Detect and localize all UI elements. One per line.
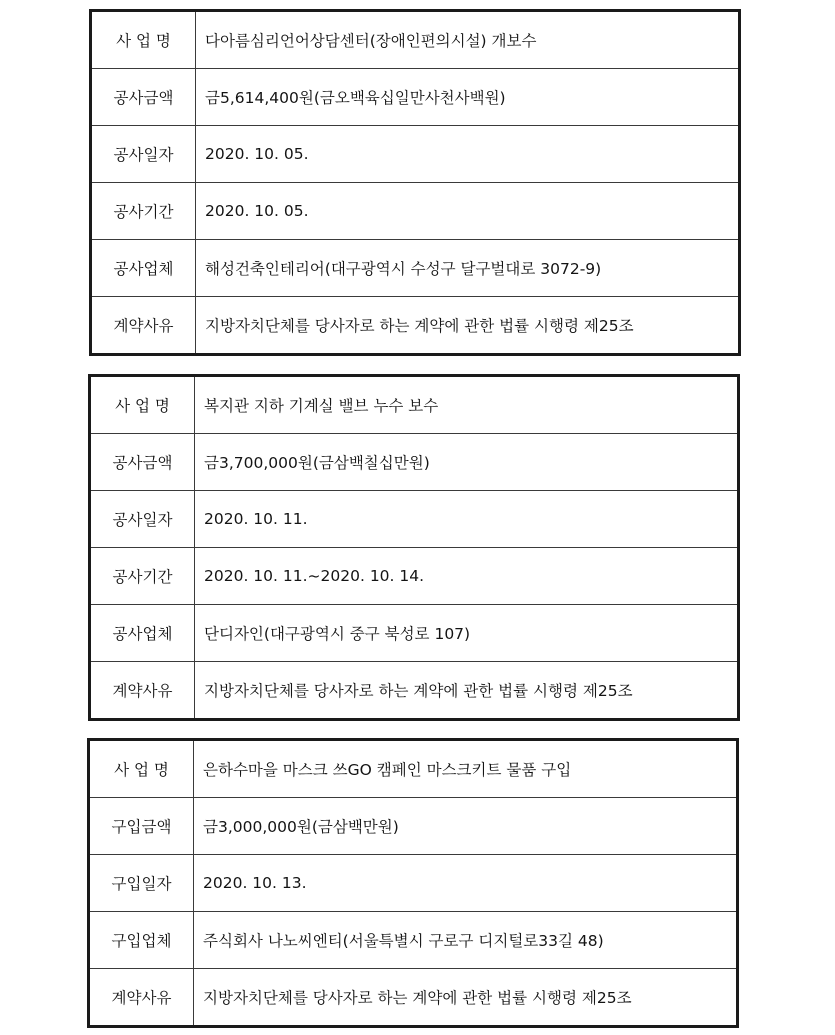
table-row <box>91 240 740 297</box>
row-label: 공사업체 <box>91 240 196 297</box>
row-value: 지방자치단체를 당사자로 하는 계약에 관한 법률 시행령 제25조 <box>196 297 740 355</box>
table-row <box>90 662 739 720</box>
row-value: 다아름심리언어상담센터(장애인편의시설) 개보수 <box>196 11 740 69</box>
row-value: 단디자인(대구광역시 중구 북성로 107) <box>195 605 739 662</box>
row-value: 은하수마을 마스크 쓰GO 캠페인 마스크키트 물품 구입 <box>194 740 738 798</box>
purchase-record-table <box>87 738 739 1028</box>
row-value: 2020. 10. 11. <box>195 491 739 548</box>
contract-record-table-1 <box>89 9 741 356</box>
table-row <box>89 912 738 969</box>
row-value: 복지관 지하 기계실 밸브 누수 보수 <box>195 376 739 434</box>
row-label: 구입금액 <box>89 798 194 855</box>
row-label: 공사일자 <box>91 126 196 183</box>
row-label: 사 업 명 <box>89 740 194 798</box>
table-row <box>89 740 738 798</box>
row-label: 공사금액 <box>91 69 196 126</box>
table-row <box>91 69 740 126</box>
row-value: 2020. 10. 11.~2020. 10. 14. <box>195 548 739 605</box>
row-label: 계약사유 <box>90 662 195 720</box>
table-row <box>91 126 740 183</box>
table-row <box>90 548 739 605</box>
row-label: 공사업체 <box>90 605 195 662</box>
table-row <box>90 605 739 662</box>
row-label: 사 업 명 <box>90 376 195 434</box>
table-row <box>91 183 740 240</box>
row-value: 2020. 10. 05. <box>196 183 740 240</box>
row-value: 2020. 10. 13. <box>194 855 738 912</box>
row-value: 금3,000,000원(금삼백만원) <box>194 798 738 855</box>
row-label: 공사일자 <box>90 491 195 548</box>
row-label: 구입업체 <box>89 912 194 969</box>
row-value: 지방자치단체를 당사자로 하는 계약에 관한 법률 시행령 제25조 <box>195 662 739 720</box>
table-row <box>90 434 739 491</box>
row-label: 공사금액 <box>90 434 195 491</box>
row-label: 공사기간 <box>90 548 195 605</box>
row-value: 금5,614,400원(금오백육십일만사천사백원) <box>196 69 740 126</box>
row-value: 주식회사 나노씨엔티(서울특별시 구로구 디지털로33길 48) <box>194 912 738 969</box>
table-row <box>91 297 740 355</box>
row-label: 공사기간 <box>91 183 196 240</box>
contract-record-table-2 <box>88 374 740 721</box>
row-value: 지방자치단체를 당사자로 하는 계약에 관한 법률 시행령 제25조 <box>194 969 738 1027</box>
row-label: 구입일자 <box>89 855 194 912</box>
row-value: 2020. 10. 05. <box>196 126 740 183</box>
table-row <box>91 11 740 69</box>
table-row <box>90 491 739 548</box>
table-row <box>89 798 738 855</box>
row-label: 사 업 명 <box>91 11 196 69</box>
table-row <box>89 969 738 1027</box>
row-label: 계약사유 <box>91 297 196 355</box>
row-value: 해성건축인테리어(대구광역시 수성구 달구벌대로 3072-9) <box>196 240 740 297</box>
table-row <box>89 855 738 912</box>
row-label: 계약사유 <box>89 969 194 1027</box>
table-row <box>90 376 739 434</box>
row-value: 금3,700,000원(금삼백칠십만원) <box>195 434 739 491</box>
